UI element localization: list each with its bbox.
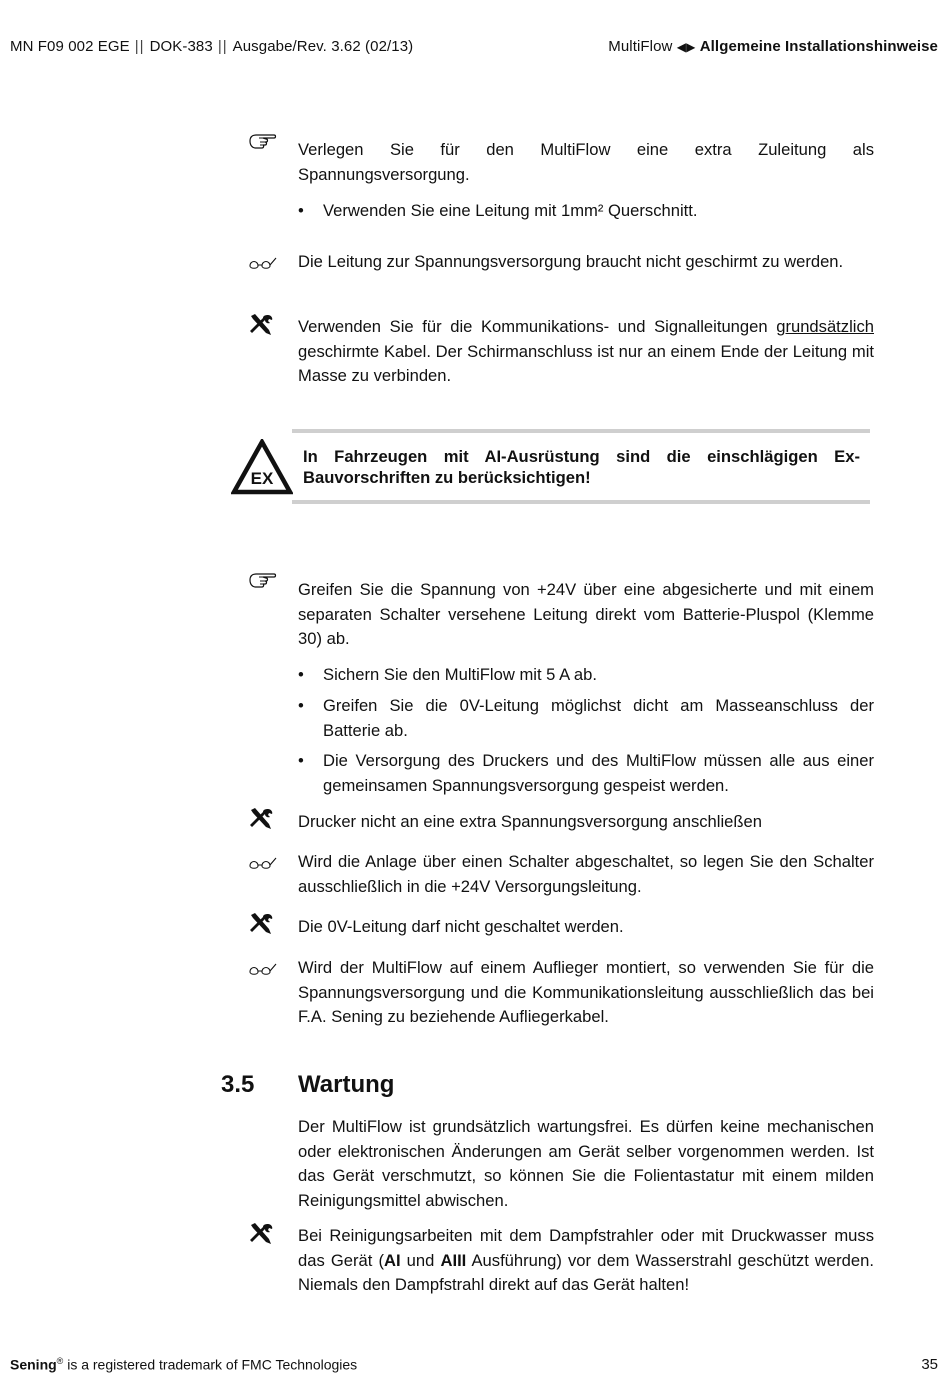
brand-name: Sening bbox=[10, 1356, 57, 1373]
glasses-icon bbox=[248, 854, 278, 870]
triangle-left-icon: ◀ bbox=[676, 40, 687, 54]
list-item-text: Verwenden Sie eine Leitung mit 1mm² Querschnitt. bbox=[323, 201, 698, 220]
tools-icon bbox=[248, 807, 274, 831]
paragraph-b8: Wird der MultiFlow auf einem Auflieger montiert, so verwenden Sie für die Spannungsversorgung und die Kommunikationsleitung ausschließlich das bei F.A. Sening zu beziehende Aufliegerkabel. bbox=[298, 958, 874, 1026]
section-number: 3.5 bbox=[221, 1071, 255, 1098]
variant-aiii: AIII bbox=[440, 1250, 467, 1270]
list-item bbox=[298, 199, 874, 224]
triangle-right-icon: ▶ bbox=[686, 40, 696, 54]
revision: Ausgabe/Rev. 3.62 (02/13) bbox=[232, 38, 414, 55]
warning-text: In Fahrzeugen mit AI-Ausrüstung sind die einschlägigen Ex-Bauvorschriften zu berücksichtigen! bbox=[303, 447, 860, 487]
variant-ai: AI bbox=[383, 1250, 401, 1270]
chapter-title: Allgemeine Installationshinweise bbox=[699, 38, 938, 55]
paragraph-b4: Greifen Sie die Spannung von +24V über eine abgesicherte und mit einem separaten Schalter versehene Leitung direkt vom Batterie-Pluspol (Klemme 30) ab. bbox=[298, 580, 874, 648]
paragraph-b3-start: Verwenden Sie für die Kommunikations- und Signalleitungen bbox=[298, 317, 768, 336]
section-title: Wartung bbox=[298, 1071, 395, 1098]
paragraph-b6: Wird die Anlage über einen Schalter abgeschaltet, so legen Sie den Schalter ausschließlich in die +24V Versorgungsleitung. bbox=[298, 852, 874, 896]
paragraph-b5: Drucker nicht an eine extra Spannungsversorgung anschließen bbox=[298, 812, 762, 831]
paragraph-b3-end: geschirmte Kabel. Der Schirmanschluss ist nur an einem Ende der Leitung mit Masse zu verbinden. bbox=[298, 341, 874, 385]
trademark-text: is a registered trademark of FMC Technologies bbox=[63, 1356, 358, 1373]
dok-number: DOK-383 bbox=[149, 38, 213, 55]
bullet-icon: • bbox=[298, 665, 304, 684]
glasses-icon bbox=[248, 254, 278, 270]
paragraph-b1: Verlegen Sie für den MultiFlow eine extra Zuleitung als Spannungsversorgung. bbox=[298, 140, 874, 184]
list-item bbox=[298, 749, 874, 798]
bullet-icon: • bbox=[298, 751, 304, 770]
glasses-icon bbox=[248, 960, 278, 976]
section-paragraph-2-end: Ausführung) vor dem Wasserstrahl geschützt werden. Niemals den Dampfstrahl direkt auf das Gerät halten! bbox=[298, 1250, 874, 1294]
section-paragraph-2-start: Bei Reinigungsarbeiten mit dem Dampfstrahler oder mit Druckwasser muss das Gerät ( bbox=[298, 1226, 874, 1270]
warning-top-rule bbox=[292, 429, 870, 433]
separator: || bbox=[217, 38, 228, 55]
footer-trademark bbox=[10, 1356, 357, 1373]
paragraph-b7: Die 0V-Leitung darf nicht geschaltet werden. bbox=[298, 917, 624, 936]
section-paragraph-2-mid: und bbox=[400, 1250, 441, 1270]
header-chapter-info bbox=[608, 38, 938, 55]
warning-bottom-rule bbox=[292, 500, 870, 504]
header-doc-info bbox=[10, 38, 413, 55]
list-item-text: Die Versorgung des Druckers und des MultiFlow müssen alle aus einer gemeinsamen Spannungsversorgung gespeist werden. bbox=[323, 751, 874, 795]
paragraph-b3 bbox=[298, 315, 874, 389]
underlined-word: grundsätzlich bbox=[776, 317, 874, 336]
registered-mark: ® bbox=[56, 1356, 64, 1366]
separator: || bbox=[134, 38, 145, 55]
tools-icon bbox=[248, 1222, 274, 1246]
section-paragraph-1: Der MultiFlow ist grundsätzlich wartungsfrei. Es dürfen keine mechanischen oder elektronischen Änderungen am Gerät selber vorgenommen werden. Ist das Gerät verschmutzt, so können Sie die Folientastatur mit einem milden Reinigungsmittel abwischen. bbox=[298, 1117, 874, 1210]
product-name: MultiFlow bbox=[608, 38, 673, 55]
doc-id: MN F09 002 EGE bbox=[10, 38, 130, 55]
paragraph-b2: Die Leitung zur Spannungsversorgung braucht nicht geschirmt zu werden. bbox=[298, 252, 844, 271]
page-number: 35 bbox=[921, 1356, 938, 1373]
bullet-icon: • bbox=[298, 696, 304, 715]
list-item-text: Greifen Sie die 0V-Leitung möglichst dicht am Masseanschluss der Batterie ab. bbox=[323, 696, 874, 740]
section-paragraph-2 bbox=[298, 1224, 874, 1298]
tools-icon bbox=[248, 313, 274, 337]
ex-warning-icon bbox=[231, 439, 293, 495]
pointing-hand-icon bbox=[248, 571, 278, 589]
bullet-icon: • bbox=[298, 201, 304, 220]
list-item bbox=[298, 694, 874, 743]
ex-symbol-text: EX bbox=[250, 469, 274, 488]
tools-icon bbox=[248, 912, 274, 936]
list-item bbox=[298, 663, 874, 688]
list-item-text: Sichern Sie den MultiFlow mit 5 A ab. bbox=[323, 665, 597, 684]
pointing-hand-icon bbox=[248, 132, 278, 150]
